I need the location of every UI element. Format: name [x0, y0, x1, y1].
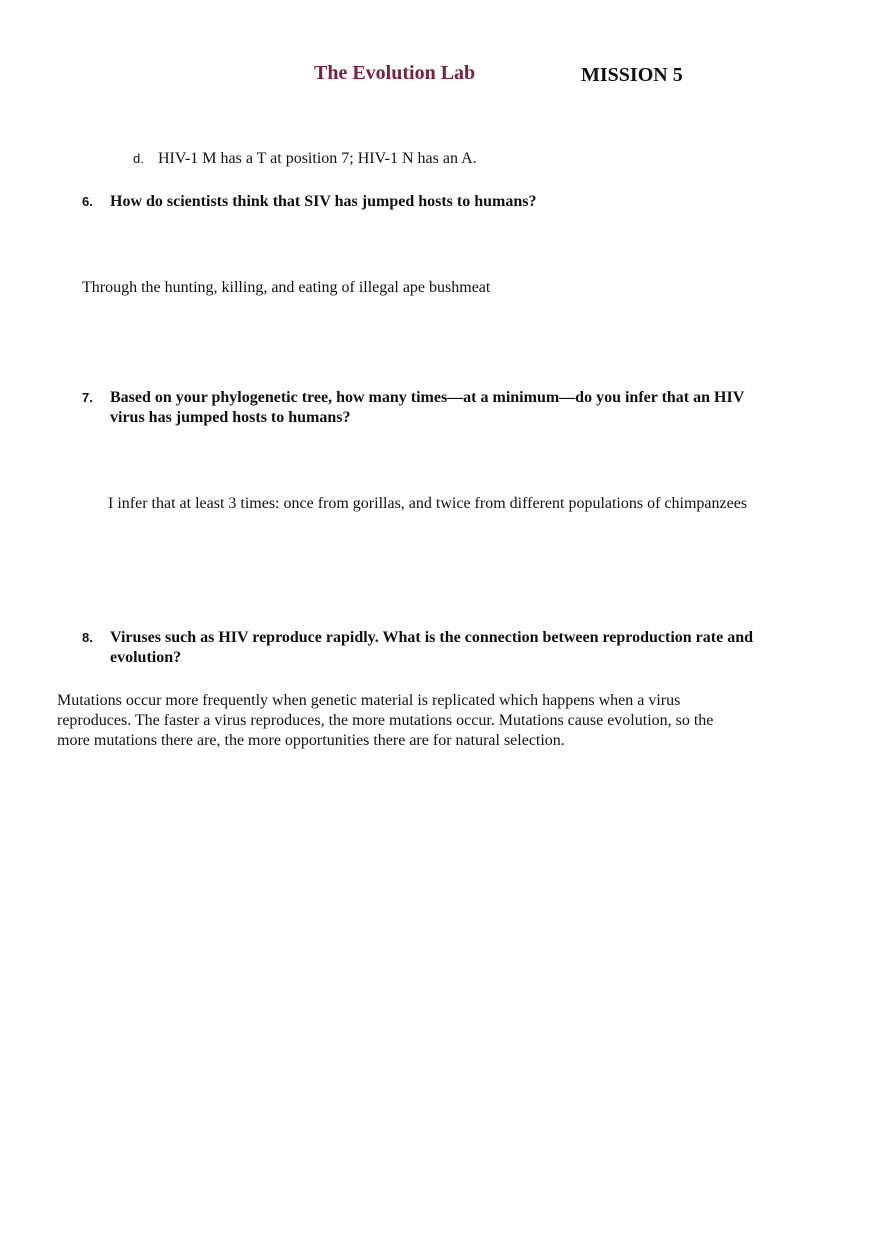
- question-6: [82, 192, 536, 212]
- document-title: The Evolution Lab: [314, 62, 476, 84]
- item-d-label: d.: [133, 151, 144, 166]
- question-text: How do scientists think that SIV has jumped hosts to humans?: [110, 193, 537, 210]
- question-text: Based on your phylogenetic tree, how many times—at a minimum—do you infer that an HIV: [110, 389, 745, 406]
- answer-7: I infer that at least 3 times: once from gorillas, and twice from different populations of chimpanzees: [108, 495, 748, 512]
- item-d-text: HIV-1 M has a T at position 7; HIV-1 N has an A.: [158, 150, 477, 167]
- mission-label: MISSION 5: [581, 64, 683, 86]
- answer-6: Through the hunting, killing, and eating of illegal ape bushmeat: [82, 279, 491, 296]
- question-number: 8.: [82, 630, 93, 645]
- question-text-cont: evolution?: [110, 649, 182, 666]
- answer-line: Mutations occur more frequently when genetic material is replicated which happens when a virus: [57, 692, 681, 709]
- question-number: 7.: [82, 390, 93, 405]
- question-number: 6.: [82, 194, 93, 209]
- answer-line: more mutations there are, the more opportunities there are for natural selection.: [57, 732, 565, 749]
- question-text-cont: virus has jumped hosts to humans?: [110, 409, 351, 426]
- answer-8: [57, 691, 713, 751]
- question-7: [82, 388, 744, 428]
- item-d: [133, 149, 477, 169]
- question-8: [82, 628, 753, 668]
- answer-line: reproduces. The faster a virus reproduces, the more mutations occur. Mutations cause evolution, so the: [57, 712, 714, 729]
- question-text: Viruses such as HIV reproduce rapidly. What is the connection between reproduction rate and: [110, 629, 753, 646]
